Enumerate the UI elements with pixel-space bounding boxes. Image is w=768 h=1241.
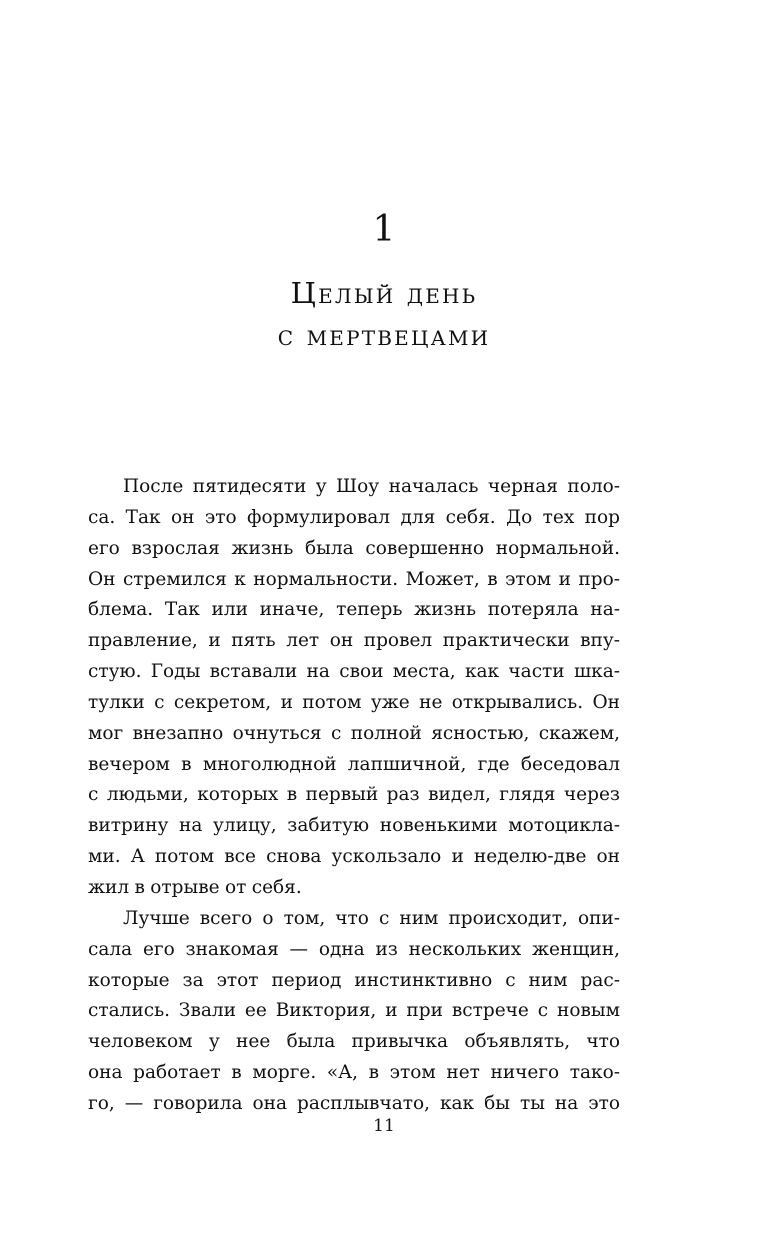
text-line: его взрослая жизнь была совершенно нормальной. bbox=[88, 537, 620, 559]
text-line: она работает в морге. «А, в этом нет ничего тако- bbox=[88, 1062, 620, 1084]
text-line: жил в отрыве от себя. bbox=[88, 876, 302, 898]
text-line: витрину на улицу, забитую новенькими мотоцикла- bbox=[88, 815, 620, 837]
page-number: 11 bbox=[373, 1116, 395, 1136]
text-line: блема. Так или иначе, теперь жизнь потеряла на- bbox=[88, 599, 620, 621]
paragraph-2 bbox=[88, 904, 620, 1120]
text-line: правление, и пять лет он провел практически впу- bbox=[88, 630, 620, 652]
text-line: Он стремился к нормальности. Может, в этом и про- bbox=[88, 568, 620, 590]
text-line: вечером в многолюдной лапшичной, где беседовал bbox=[88, 753, 620, 775]
chapter-title bbox=[0, 272, 768, 356]
text-line: Лучше всего о том, что с ним происходит, опи- bbox=[123, 907, 620, 929]
text-line: стую. Годы вставали на свои места, как части шка- bbox=[88, 661, 620, 683]
text-line: с людьми, которых в первый раз видел, глядя через bbox=[88, 784, 620, 806]
text-line: са. Так он это формулировал для себя. До тех пор bbox=[88, 506, 620, 528]
text-line: сала его знакомая — одна из нескольких женщин, bbox=[88, 938, 620, 960]
text-line: человеком у нее была привычка объявлять, что bbox=[88, 1031, 620, 1053]
text-line: го, — говорила она расплывчато, как бы ты на это bbox=[88, 1092, 620, 1114]
chapter-title-line-2: с мертвецами bbox=[277, 318, 491, 352]
text-line: После пятидесяти у Шоу началась черная поло- bbox=[123, 476, 620, 497]
body-text bbox=[88, 472, 620, 1120]
text-line: тулки с секретом, и потом уже не открывались. Он bbox=[88, 691, 620, 713]
paragraph-1 bbox=[88, 472, 620, 904]
text-line: которые за этот период инстинктивно с ним рас- bbox=[88, 969, 620, 991]
chapter-title-line-1: Целый день bbox=[290, 276, 478, 310]
chapter-number: 1 bbox=[372, 209, 396, 250]
text-line: мог внезапно очнуться с полной ясностью, скажем, bbox=[88, 722, 620, 744]
text-line: стались. Звали ее Виктория, и при встрече с новым bbox=[88, 1000, 620, 1022]
text-line: ми. А потом все снова ускользало и неделю-две он bbox=[88, 846, 620, 868]
